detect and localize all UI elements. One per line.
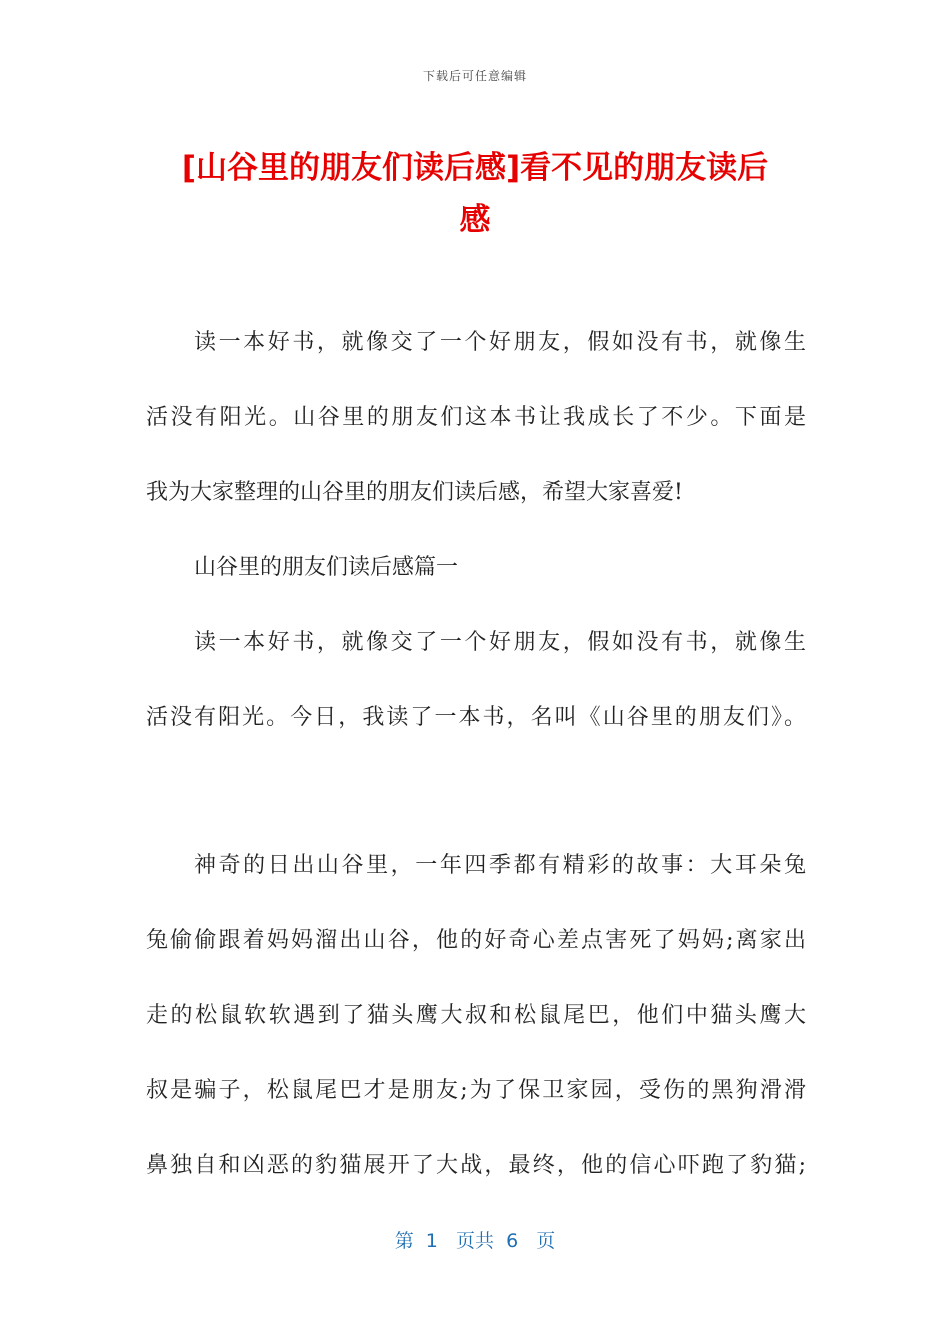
paragraph-line: 活没有阳光。今日，我读了一本书，名叫《山谷里的朋友们》。 bbox=[146, 705, 806, 730]
paragraph-line: 活没有阳光。山谷里的朋友们这本书让我成长了不少。下面是 bbox=[146, 405, 806, 430]
paragraph-line: 兔偷偷跟着妈妈溜出山谷，他的好奇心差点害死了妈妈;离家出 bbox=[146, 928, 806, 953]
paragraph-line: 走的松鼠软软遇到了猫头鹰大叔和松鼠尾巴，他们中猫头鹰大 bbox=[146, 1003, 806, 1028]
title-line-2: 感 bbox=[459, 202, 491, 238]
paragraph-line: 神奇的日出山谷里，一年四季都有精彩的故事：大耳朵兔 bbox=[194, 853, 806, 878]
page-number-footer: 第 1 页共 6 页 bbox=[394, 1230, 556, 1252]
paragraph-line: 我为大家整理的山谷里的朋友们读后感，希望大家喜爱! bbox=[146, 480, 683, 505]
paragraph-line: 鼻独自和凶恶的豹猫展开了大战，最终，他的信心吓跑了豹猫; bbox=[146, 1153, 806, 1178]
document-title bbox=[130, 142, 820, 246]
paragraph-line: 叔是骗子，松鼠尾巴才是朋友;为了保卫家园，受伤的黑狗滑滑 bbox=[146, 1078, 806, 1103]
header-note: 下载后可任意编辑 bbox=[422, 69, 527, 83]
section-heading: 山谷里的朋友们读后感篇一 bbox=[194, 555, 459, 580]
title-line-1: [山谷里的朋友们读后感]看不见的朋友读后 bbox=[181, 150, 769, 186]
paragraph-line: 读一本好书，就像交了一个好朋友，假如没有书，就像生 bbox=[194, 630, 806, 655]
paragraph-line: 读一本好书，就像交了一个好朋友，假如没有书，就像生 bbox=[194, 330, 806, 355]
